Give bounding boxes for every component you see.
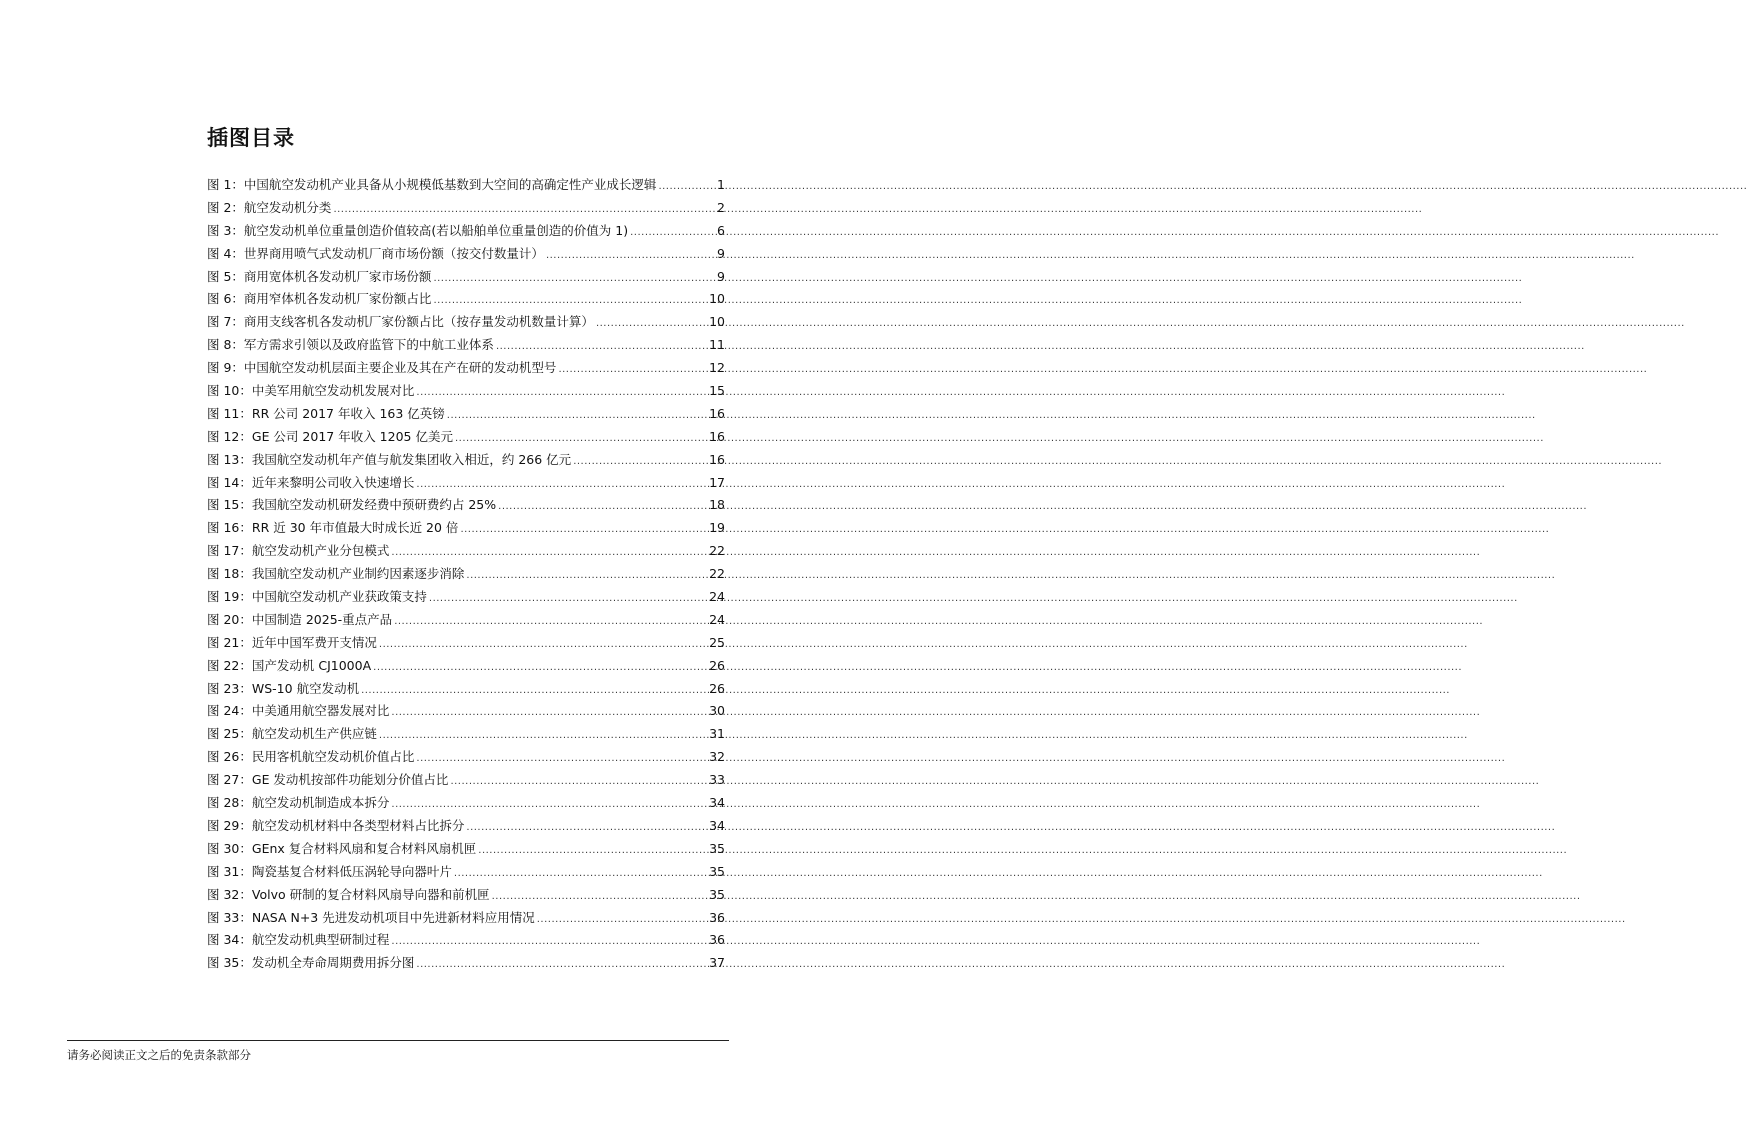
toc-item-page: 32 xyxy=(709,749,725,765)
toc-item[interactable] xyxy=(207,540,725,563)
toc-item[interactable] xyxy=(207,357,725,380)
footer-divider xyxy=(67,1040,729,1041)
toc-item-page: 17 xyxy=(709,474,725,490)
toc-item[interactable] xyxy=(207,609,725,632)
toc-leader xyxy=(391,794,707,817)
toc-item-label: 图 21：近年中国军费开支情况 xyxy=(207,634,377,650)
toc-item-label: 图 22：国产发动机 CJ1000A xyxy=(207,657,372,673)
toc-leader xyxy=(391,931,707,954)
toc-item-label: 图 19：中国航空发动机产业获政策支持 xyxy=(207,589,427,605)
toc-item-page: 15 xyxy=(709,383,725,399)
toc-item-page: 35 xyxy=(709,886,725,902)
toc-item[interactable] xyxy=(207,403,725,426)
toc-item-page: 1 xyxy=(717,177,725,192)
toc-item[interactable] xyxy=(207,884,725,907)
toc-item[interactable] xyxy=(207,472,725,495)
toc-item[interactable] xyxy=(207,243,725,266)
figure-list xyxy=(207,174,725,975)
toc-item-label: 图 13：我国航空发动机年产值与航发集团收入相近，约 266 亿元 xyxy=(207,451,572,467)
toc-leader xyxy=(460,519,707,542)
toc-item-page: 26 xyxy=(709,657,725,673)
toc-item[interactable] xyxy=(207,288,725,311)
toc-item-label: 图 17：航空发动机产业分包模式 xyxy=(207,543,390,559)
toc-leader xyxy=(416,954,707,977)
toc-item[interactable] xyxy=(207,792,725,815)
toc-item-label: 图 2：航空发动机分类 xyxy=(207,199,332,215)
toc-item[interactable] xyxy=(207,517,725,540)
toc-item-page: 22 xyxy=(709,566,725,582)
toc-leader xyxy=(546,245,715,268)
toc-leader xyxy=(596,313,707,336)
toc-item[interactable] xyxy=(207,655,725,678)
toc-leader xyxy=(379,634,707,657)
toc-item-page: 24 xyxy=(709,611,725,627)
toc-item-page: 2 xyxy=(717,199,725,215)
toc-item-page: 30 xyxy=(709,703,725,719)
toc-item[interactable] xyxy=(207,494,725,517)
disclaimer-note: 请务必阅读正文之后的免责条款部分 xyxy=(67,1048,251,1062)
toc-leader xyxy=(492,886,707,909)
toc-item-label: 图 9：中国航空发动机层面主要企业及其在产在研的发动机型号 xyxy=(207,360,557,376)
toc-leader xyxy=(391,542,707,565)
toc-item-page: 10 xyxy=(709,314,725,330)
toc-item[interactable] xyxy=(207,174,725,197)
toc-item-label: 图 26：民用客机航空发动机价值占比 xyxy=(207,749,415,765)
toc-leader xyxy=(573,451,707,474)
toc-item[interactable] xyxy=(207,380,725,403)
toc-leader xyxy=(447,405,707,428)
page-title: 插图目录 xyxy=(207,126,295,150)
toc-leader xyxy=(478,840,707,863)
toc-item[interactable] xyxy=(207,929,725,952)
toc-leader xyxy=(558,359,707,382)
toc-item[interactable] xyxy=(207,815,725,838)
toc-item[interactable] xyxy=(207,632,725,655)
toc-item-page: 25 xyxy=(709,634,725,650)
toc-item-label: 图 3：航空发动机单位重量创造价值较高(若以船舶单位重量创造的价值为 1) xyxy=(207,222,629,238)
toc-item[interactable] xyxy=(207,426,725,449)
toc-item-label: 图 18：我国航空发动机产业制约因素逐步消除 xyxy=(207,566,465,582)
toc-item-label: 图 35：发动机全寿命周期费用拆分图 xyxy=(207,955,415,971)
toc-item[interactable] xyxy=(207,586,725,609)
toc-item-page: 34 xyxy=(709,817,725,833)
toc-item-label: 图 24：中美通用航空器发展对比 xyxy=(207,703,390,719)
toc-leader xyxy=(454,863,707,886)
toc-item-label: 图 15：我国航空发动机研发经费中预研费约占 25% xyxy=(207,497,497,513)
toc-leader xyxy=(361,680,707,703)
toc-leader xyxy=(658,176,715,199)
toc-item[interactable] xyxy=(207,952,725,975)
toc-item[interactable] xyxy=(207,907,725,930)
toc-item-label: 图 34：航空发动机典型研制过程 xyxy=(207,932,390,948)
toc-item-label: 图 25：航空发动机生产供应链 xyxy=(207,726,377,742)
toc-leader xyxy=(466,817,707,840)
toc-item-page: 35 xyxy=(709,840,725,856)
toc-item[interactable] xyxy=(207,311,725,334)
toc-item-label: 图 27：GE 发动机按部件功能划分价值占比 xyxy=(207,772,449,788)
toc-leader xyxy=(394,611,707,634)
toc-item-label: 图 31：陶瓷基复合材料低压涡轮导向器叶片 xyxy=(207,863,452,879)
toc-item-label: 图 7：商用支线客机各发动机厂家份额占比（按存量发动机数量计算） xyxy=(207,314,594,330)
toc-item[interactable] xyxy=(207,220,725,243)
toc-leader xyxy=(379,725,707,748)
toc-item[interactable] xyxy=(207,334,725,357)
toc-item-page: 18 xyxy=(709,497,725,513)
toc-item-label: 图 12：GE 公司 2017 年收入 1205 亿美元 xyxy=(207,428,453,444)
toc-item-label: 图 28：航空发动机制造成本拆分 xyxy=(207,795,390,811)
toc-leader xyxy=(630,222,715,245)
toc-item[interactable] xyxy=(207,838,725,861)
toc-item-label: 图 20：中国制造 2025-重点产品 xyxy=(207,611,393,627)
toc-leader xyxy=(333,199,715,222)
toc-item-label: 图 30：GEnx 复合材料风扇和复合材料风扇机匣 xyxy=(207,840,477,856)
toc-item-label: 图 4：世界商用喷气式发动机厂商市场份额（按交付数量计） xyxy=(207,245,544,261)
toc-leader xyxy=(433,290,707,313)
toc-item-page: 22 xyxy=(709,543,725,559)
toc-item[interactable] xyxy=(207,723,725,746)
toc-leader xyxy=(429,588,707,611)
toc-item-page: 37 xyxy=(709,955,725,971)
toc-item-page: 12 xyxy=(709,360,725,376)
toc-item-label: 图 32：Volvo 研制的复合材料风扇导向器和前机匣 xyxy=(207,886,490,902)
toc-leader xyxy=(496,336,707,359)
toc-item-page: 36 xyxy=(709,932,725,948)
toc-item-page: 33 xyxy=(709,772,725,788)
toc-leader xyxy=(537,909,707,932)
toc-item-page: 19 xyxy=(709,520,725,536)
toc-item-label: 图 23：WS-10 航空发动机 xyxy=(207,680,360,696)
toc-leader xyxy=(450,771,707,794)
toc-leader xyxy=(466,565,707,588)
toc-item-label: 图 1：中国航空发动机产业具备从小规模低基数到大空间的高确定性产业成长逻辑 xyxy=(207,177,657,192)
toc-leader xyxy=(416,474,707,497)
toc-item-page: 9 xyxy=(717,268,725,284)
toc-leader xyxy=(391,702,707,725)
toc-item[interactable] xyxy=(207,769,725,792)
toc-item[interactable] xyxy=(207,861,725,884)
toc-leader xyxy=(416,382,707,405)
toc-item[interactable] xyxy=(207,266,725,289)
toc-item-label: 图 11：RR 公司 2017 年收入 163 亿英镑 xyxy=(207,405,445,421)
toc-item-page: 16 xyxy=(709,405,725,421)
toc-item-page: 10 xyxy=(709,291,725,307)
toc-item[interactable] xyxy=(207,197,725,220)
toc-item[interactable] xyxy=(207,700,725,723)
toc-item-page: 6 xyxy=(717,222,725,238)
toc-item-label: 图 33：NASA N+3 先进发动机项目中先进新材料应用情况 xyxy=(207,909,535,925)
toc-item-page: 35 xyxy=(709,863,725,879)
toc-item-label: 图 8：军方需求引领以及政府监管下的中航工业体系 xyxy=(207,337,494,353)
toc-item-page: 36 xyxy=(709,909,725,925)
toc-item-page: 26 xyxy=(709,680,725,696)
toc-leader xyxy=(455,428,707,451)
toc-item-page: 16 xyxy=(709,451,725,467)
toc-leader xyxy=(373,657,707,680)
toc-item-page: 9 xyxy=(717,245,725,261)
toc-item-label: 图 16：RR 近 30 年市值最大时成长近 20 倍 xyxy=(207,520,459,536)
toc-item-page: 34 xyxy=(709,795,725,811)
toc-item-label: 图 5：商用宽体机各发动机厂家市场份额 xyxy=(207,268,432,284)
toc-item[interactable] xyxy=(207,746,725,769)
toc-item-label: 图 29：航空发动机材料中各类型材料占比拆分 xyxy=(207,817,465,833)
toc-item-page: 24 xyxy=(709,589,725,605)
toc-item-page: 11 xyxy=(709,337,725,353)
toc-item-label: 图 10：中美军用航空发动机发展对比 xyxy=(207,383,415,399)
toc-item-label: 图 6：商用窄体机各发动机厂家份额占比 xyxy=(207,291,432,307)
toc-leader xyxy=(416,748,707,771)
toc-item[interactable] xyxy=(207,563,725,586)
toc-leader xyxy=(433,268,715,291)
toc-item-page: 16 xyxy=(709,428,725,444)
toc-item[interactable] xyxy=(207,449,725,472)
toc-item-page: 31 xyxy=(709,726,725,742)
toc-item[interactable] xyxy=(207,678,725,701)
toc-leader xyxy=(498,496,707,519)
toc-item-label: 图 14：近年来黎明公司收入快速增长 xyxy=(207,474,415,490)
